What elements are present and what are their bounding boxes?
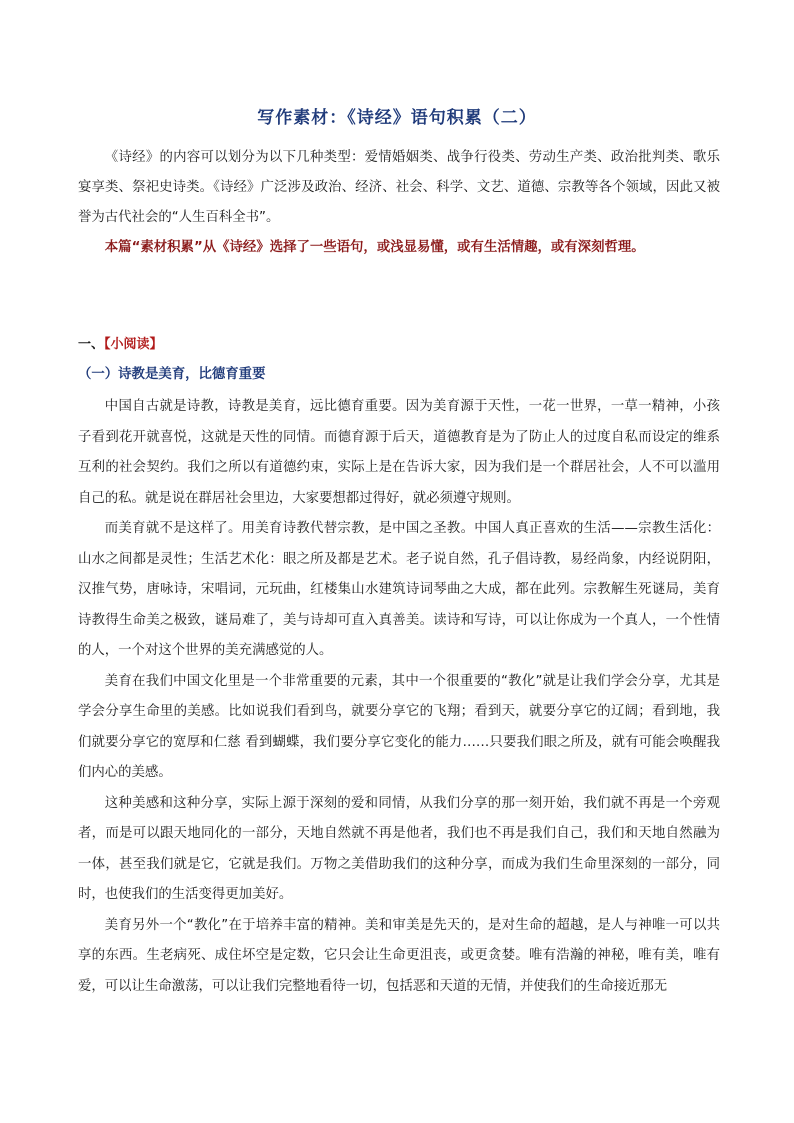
body-paragraph: 美育另外一个“教化”在于培养丰富的精神。美和审美是先天的，是对生命的超越，是人与神唯一可以共享的东西。生老病死、成住坏空是定数，它只会让生命更沮丧，或更贪婪。唯有浩瀚的神秘，唯有美，唯有爱，可以让生命激荡，可以让我们完整地看待一切，包括恶和天道的无情，并使我们的生命接近那无 bbox=[78, 917, 720, 994]
body-paragraph: 中国自古就是诗教，诗教是美育，远比德育重要。因为美育源于天性，一花一世界，一草一精神，小孩子看到花开就喜悦，这就是天性的同情。而德育源于后天，道德教育是为了防止人的过度自私而设定的维系互利的社会契约。我们之所以有道德约束，实际上是在告诉大家，因为我们是一个群居社会，人不可以滥用自己的私。就是说在群居社会里边，大家要想都过得好，就必须遵守规则。 bbox=[78, 399, 720, 506]
body-paragraph: 这种美感和这种分享，实际上源于深刻的爱和同情，从我们分享的那一刻开始，我们就不再是一个旁观者，而是可以跟天地同化的一部分，天地自然就不再是他者，我们也不再是我们自己，我们和天地自然融为一体，甚至我们就是它，它就是我们。万物之美借助我们的这种分享，而成为我们生命里深刻的一部分，同时，也使我们的生活变得更加美好。 bbox=[78, 795, 720, 902]
intro-paragraph: 《诗经》的内容可以划分为以下几种类型：爱情婚姻类、战争行役类、劳动生产类、政治批判类、歌乐宴享类、祭祀史诗类。《诗经》广泛涉及政治、经济、社会、科学、文艺、道德、宗教等各个领域，因此又被誉为古代社会的“人生百科全书”。 bbox=[78, 150, 720, 225]
body-paragraph: 美育在我们中国文化里是一个非常重要的元素，其中一个很重要的“教化”就是让我们学会分享，尤其是学会分享生命里的美感。比如说我们看到鸟，就要分享它的飞翔；看到天，就要分享它的辽阔；看到地，我们就要分享它的宽厚和仁慈 看到蝴蝶，我们要分享它变化的能力……只要我们眼之所及，就有可能会唤醒我们内心的美感。 bbox=[78, 673, 720, 780]
document-title: 写作素材：《诗经》语句积累（二） bbox=[257, 108, 537, 128]
subsection-title: （一）诗教是美育，比德育重要 bbox=[78, 367, 266, 382]
section-label: 【小阅读】 bbox=[104, 337, 163, 352]
section-number: 一、 bbox=[78, 337, 105, 352]
body-text bbox=[78, 392, 720, 1002]
intro-highlight: 本篇“素材积累”从《诗经》选择了一些语句，或浅显易懂，或有生活情趣，或有深刻哲理。 bbox=[104, 240, 645, 255]
body-paragraph: 而美育就不是这样了。用美育诗教代替宗教，是中国之圣教。中国人真正喜欢的生活——宗教生活化：山水之间都是灵性；生活艺术化：眼之所及都是艺术。老子说自然，孔子倡诗教，易经尚象，内经说阴阳，汉推气势，唐咏诗，宋唱词，元玩曲，红楼集山水建筑诗词琴曲之大成，都在此列。宗教解生死谜局，美育诗教得生命美之极致，谜局难了，美与诗却可直入真善美。读诗和写诗，可以让你成为一个真人，一个性情的人，一个对这个世界的美充满感觉的人。 bbox=[78, 521, 720, 658]
section-heading bbox=[78, 333, 163, 352]
